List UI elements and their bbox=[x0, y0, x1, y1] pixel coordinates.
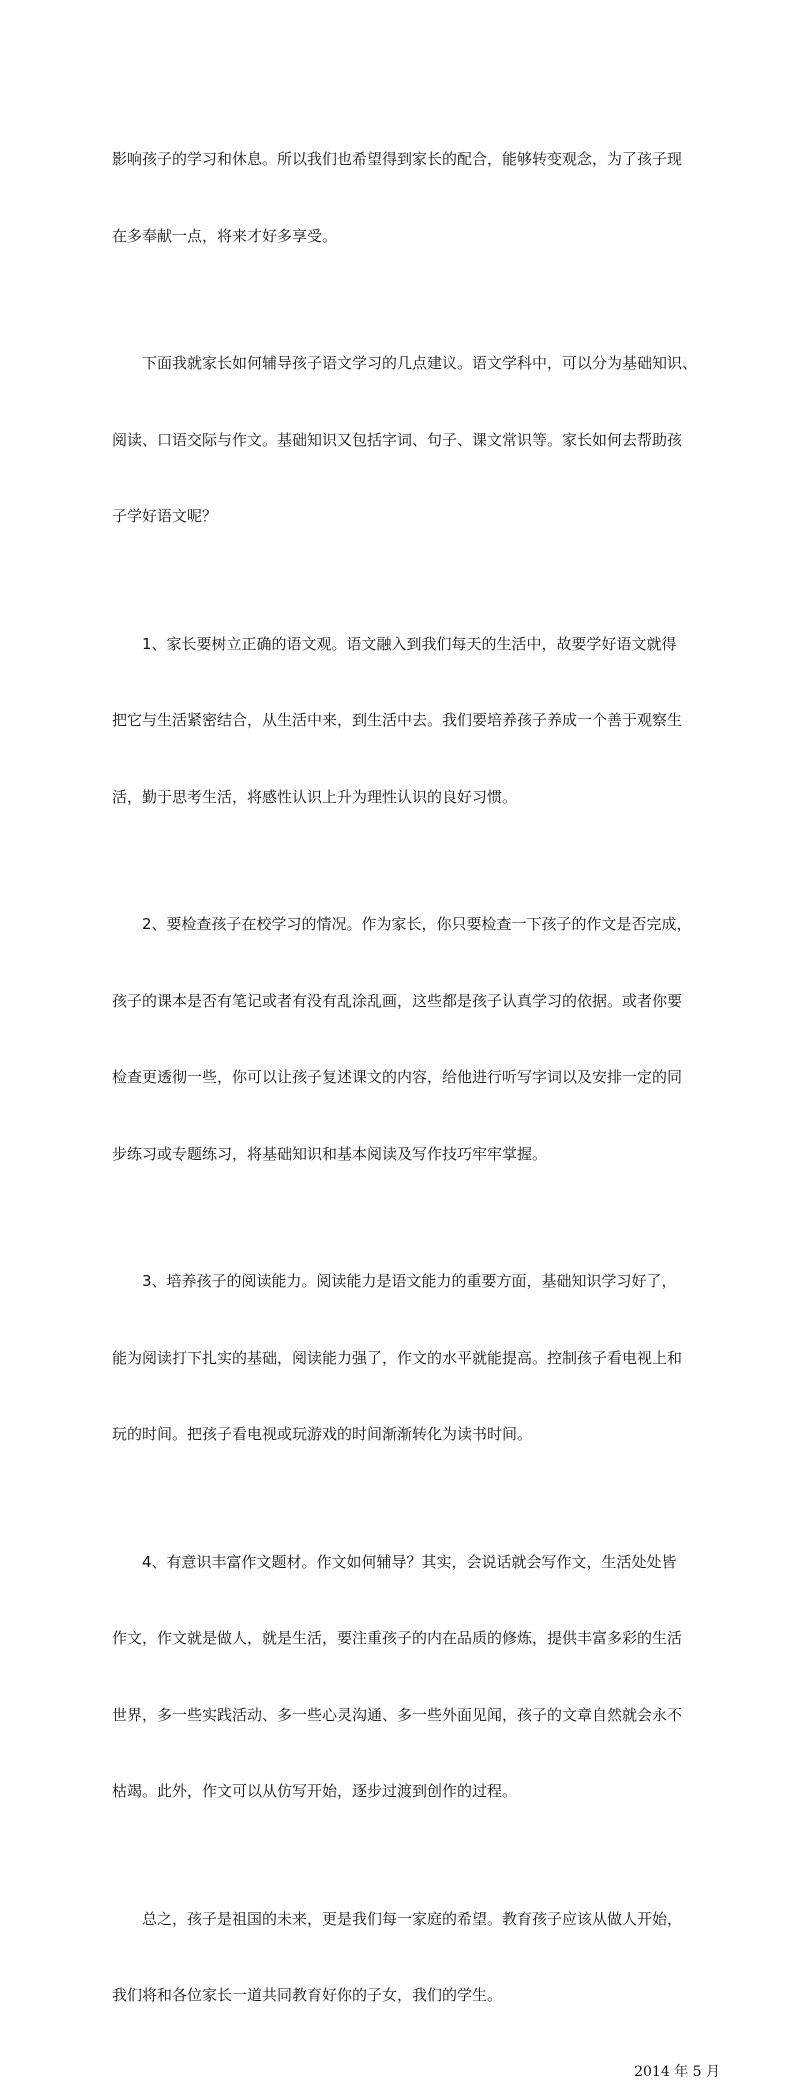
text-line: 作文，作文就是做人，就是生活，要注重孩子的内在品质的修炼，提供丰富多彩的生活 bbox=[112, 1626, 720, 1652]
document-body bbox=[112, 96, 720, 2085]
text-line: 我们将和各位家长一道共同教育好你的子女，我们的学生。 bbox=[112, 1983, 720, 2009]
text-line: 2、要检查孩子在校学习的情况。作为家长，你只要检查一下孩子的作文是否完成， bbox=[112, 912, 720, 938]
text-line: 4、有意识丰富作文题材。作文如何辅导？其实，会说话就会写作文，生活处处皆 bbox=[112, 1550, 720, 1576]
text-line: 把它与生活紧密结合，从生活中来，到生活中去。我们要培养孩子养成一个善于观察生 bbox=[112, 708, 720, 734]
text-line: 下面我就家长如何辅导孩子语文学习的几点建议。语文学科中，可以分为基础知识、 bbox=[112, 351, 720, 377]
text-line: 子学好语文呢？ bbox=[112, 504, 720, 530]
document-date: 2014 年 5 月 bbox=[112, 2060, 720, 2085]
text-line: 能为阅读打下扎实的基础，阅读能力强了，作文的水平就能提高。控制孩子看电视上和 bbox=[112, 1346, 720, 1372]
text-line: 总之，孩子是祖国的未来，更是我们每一家庭的希望。教育孩子应该从做人开始， bbox=[112, 1907, 720, 1933]
text-line: 在多奉献一点，将来才好多享受。 bbox=[112, 224, 720, 250]
paragraph-intro-continuation bbox=[112, 96, 720, 300]
text-line: 世界，多一些实践活动、多一些心灵沟通、多一些外面见闻，孩子的文章自然就会永不 bbox=[112, 1703, 720, 1729]
text-line: 1、家长要树立正确的语文观。语文融入到我们每天的生活中，故要学好语文就得 bbox=[112, 632, 720, 658]
text-line: 玩的时间。把孩子看电视或玩游戏的时间渐渐转化为读书时间。 bbox=[112, 1422, 720, 1448]
text-line: 3、培养孩子的阅读能力。阅读能力是语文能力的重要方面，基础知识学习好了， bbox=[112, 1269, 720, 1295]
paragraph-suggestion-1 bbox=[112, 581, 720, 862]
text-line: 孩子的课本是否有笔记或者有没有乱涂乱画，这些都是孩子认真学习的依据。或者你要 bbox=[112, 989, 720, 1015]
paragraph-suggestions-intro bbox=[112, 300, 720, 581]
text-line: 阅读、口语交际与作文。基础知识又包括字词、句子、课文常识等。家长如何去帮助孩 bbox=[112, 428, 720, 454]
text-line: 枯竭。此外，作文可以从仿写开始，逐步过渡到创作的过程。 bbox=[112, 1779, 720, 1805]
paragraph-suggestion-4 bbox=[112, 1499, 720, 1856]
paragraph-conclusion bbox=[112, 1856, 720, 2060]
paragraph-suggestion-2 bbox=[112, 861, 720, 1218]
text-line: 步练习或专题练习，将基础知识和基本阅读及写作技巧牢牢掌握。 bbox=[112, 1142, 720, 1168]
text-line: 检查更透彻一些，你可以让孩子复述课文的内容，给他进行听写字词以及安排一定的同 bbox=[112, 1065, 720, 1091]
text-line: 活，勤于思考生活，将感性认识上升为理性认识的良好习惯。 bbox=[112, 785, 720, 811]
text-line: 影响孩子的学习和休息。所以我们也希望得到家长的配合，能够转变观念，为了孩子现 bbox=[112, 147, 720, 173]
paragraph-suggestion-3 bbox=[112, 1218, 720, 1499]
